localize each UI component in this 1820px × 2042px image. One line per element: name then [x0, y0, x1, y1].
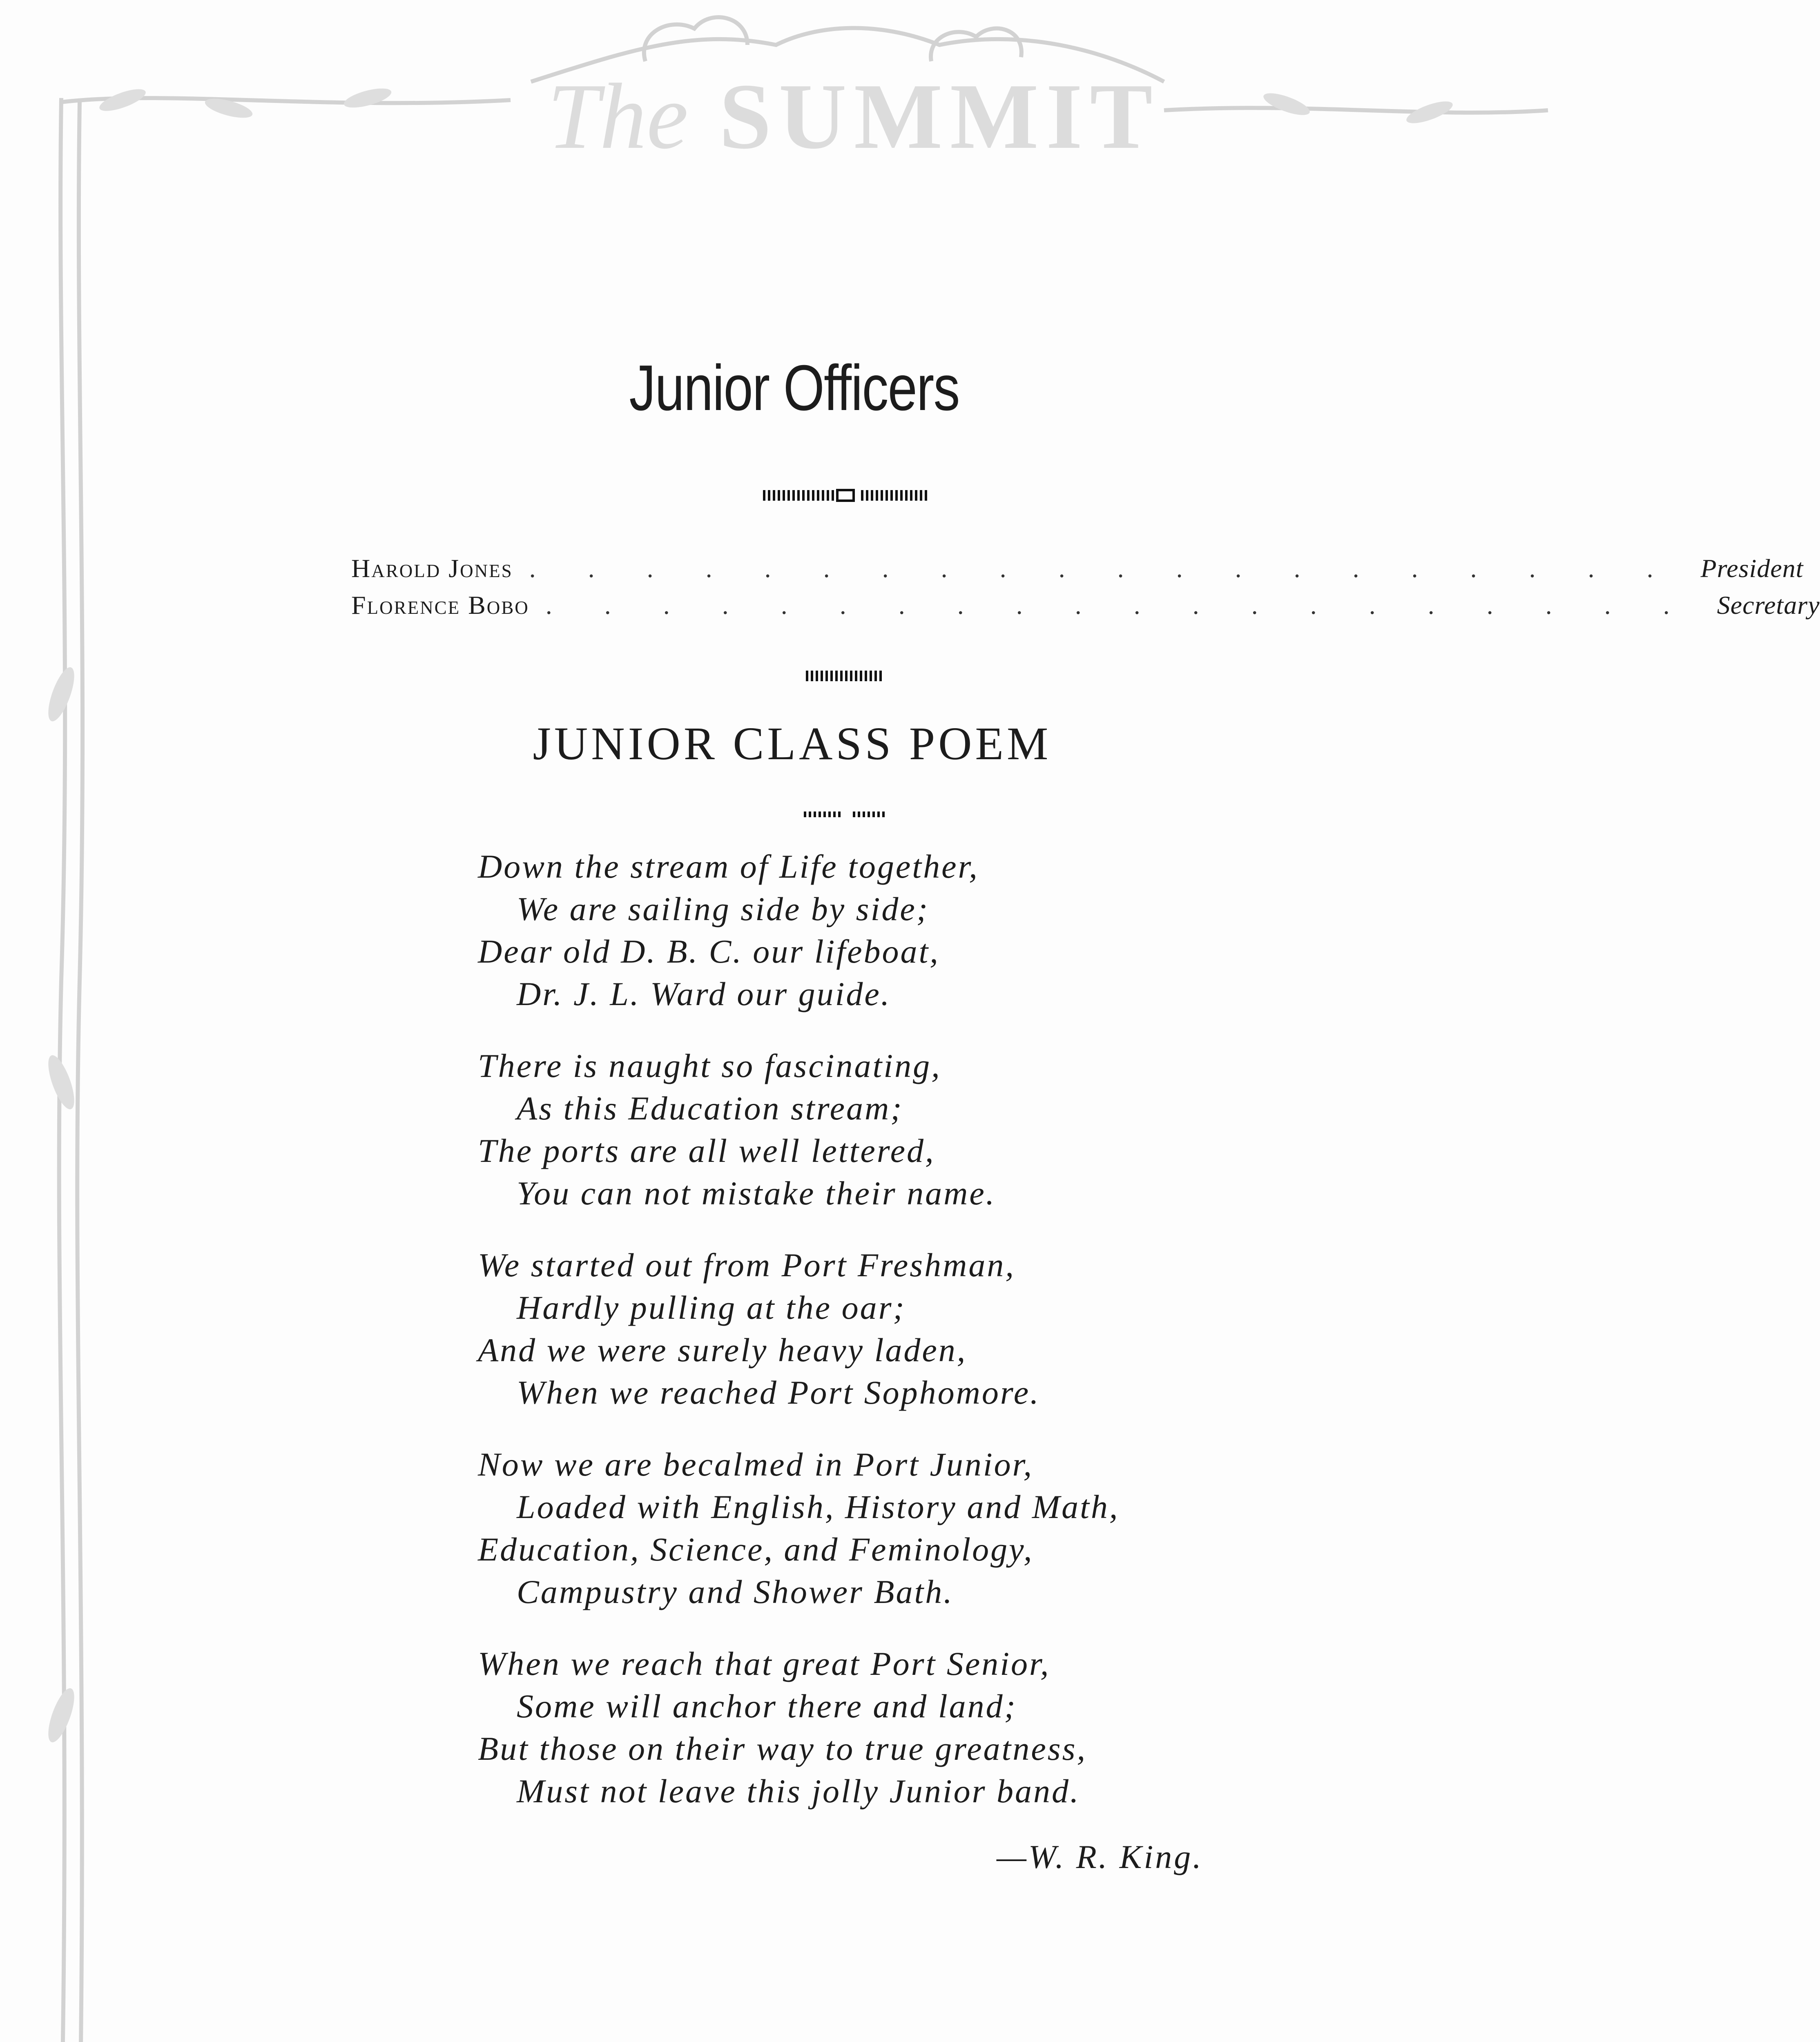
officer-name: Harold Jones — [351, 554, 513, 583]
divider-ornament-small — [803, 670, 884, 682]
poem-line: Loaded with English, History and Math, — [517, 1488, 1120, 1525]
masthead — [527, 65, 1180, 167]
officers-list — [351, 553, 1820, 627]
poem-stanza — [478, 1643, 1336, 1812]
masthead-title: SUMMIT — [719, 64, 1160, 168]
poem-line: Hardly pulling at the oar; — [517, 1289, 906, 1326]
officer-role: President — [1700, 554, 1804, 583]
poem-line: The ports are all well lettered, — [478, 1132, 935, 1169]
poem-author: —W. R. King. — [997, 1838, 1203, 1875]
poem-stanza — [478, 845, 1336, 1015]
poem-stanza — [478, 1443, 1336, 1613]
divider-ornament — [760, 489, 931, 502]
poem-line: Must not leave this jolly Junior band. — [517, 1772, 1080, 1810]
poem-line: You can not mistake their name. — [517, 1175, 996, 1212]
poem-stanza — [478, 1244, 1336, 1414]
poem-line: Down the stream of Life together, — [478, 848, 979, 885]
poem-stanza — [478, 1045, 1336, 1215]
officer-row-president — [351, 553, 1804, 590]
officer-name: Florence Bobo — [351, 591, 529, 620]
poem-line: As this Education stream; — [517, 1090, 903, 1127]
officer-role: Secretary — [1717, 591, 1820, 620]
leader-dots: . . . . . . . . . . . . . . . . . . . . — [529, 554, 1676, 583]
poem-line: Dr. J. L. Ward our guide. — [517, 975, 891, 1012]
poem-title: JUNIOR CLASS POEM — [533, 718, 1052, 769]
poem-line: There is naught so fascinating, — [478, 1047, 941, 1084]
poem-line: Dear old D. B. C. our lifeboat, — [478, 933, 940, 970]
poem-body — [478, 845, 1336, 1842]
page-title: Junior Officers — [629, 352, 959, 424]
leader-dots: . . . . . . . . . . . . . . . . . . . . — [545, 591, 1693, 620]
poem-line: Some will anchor there and land; — [517, 1688, 1017, 1725]
officer-row-secretary — [351, 590, 1820, 627]
poem-line: We started out from Port Freshman, — [478, 1246, 1015, 1284]
poem-line: Now we are becalmed in Port Junior, — [478, 1446, 1033, 1483]
poem-line: And we were surely heavy laden, — [478, 1331, 967, 1369]
poem-line: When we reached Port Sophomore. — [517, 1374, 1040, 1411]
poem-line: Education, Science, and Feminology, — [478, 1531, 1034, 1568]
poem-line: Campustry and Shower Bath. — [517, 1573, 954, 1610]
poem-line: But those on their way to true greatness, — [478, 1730, 1087, 1767]
poem-line: We are sailing side by side; — [517, 890, 930, 927]
divider-ornament-tiny — [801, 811, 886, 818]
masthead-the: The — [547, 64, 689, 168]
poem-line: When we reach that great Port Senior, — [478, 1645, 1051, 1682]
